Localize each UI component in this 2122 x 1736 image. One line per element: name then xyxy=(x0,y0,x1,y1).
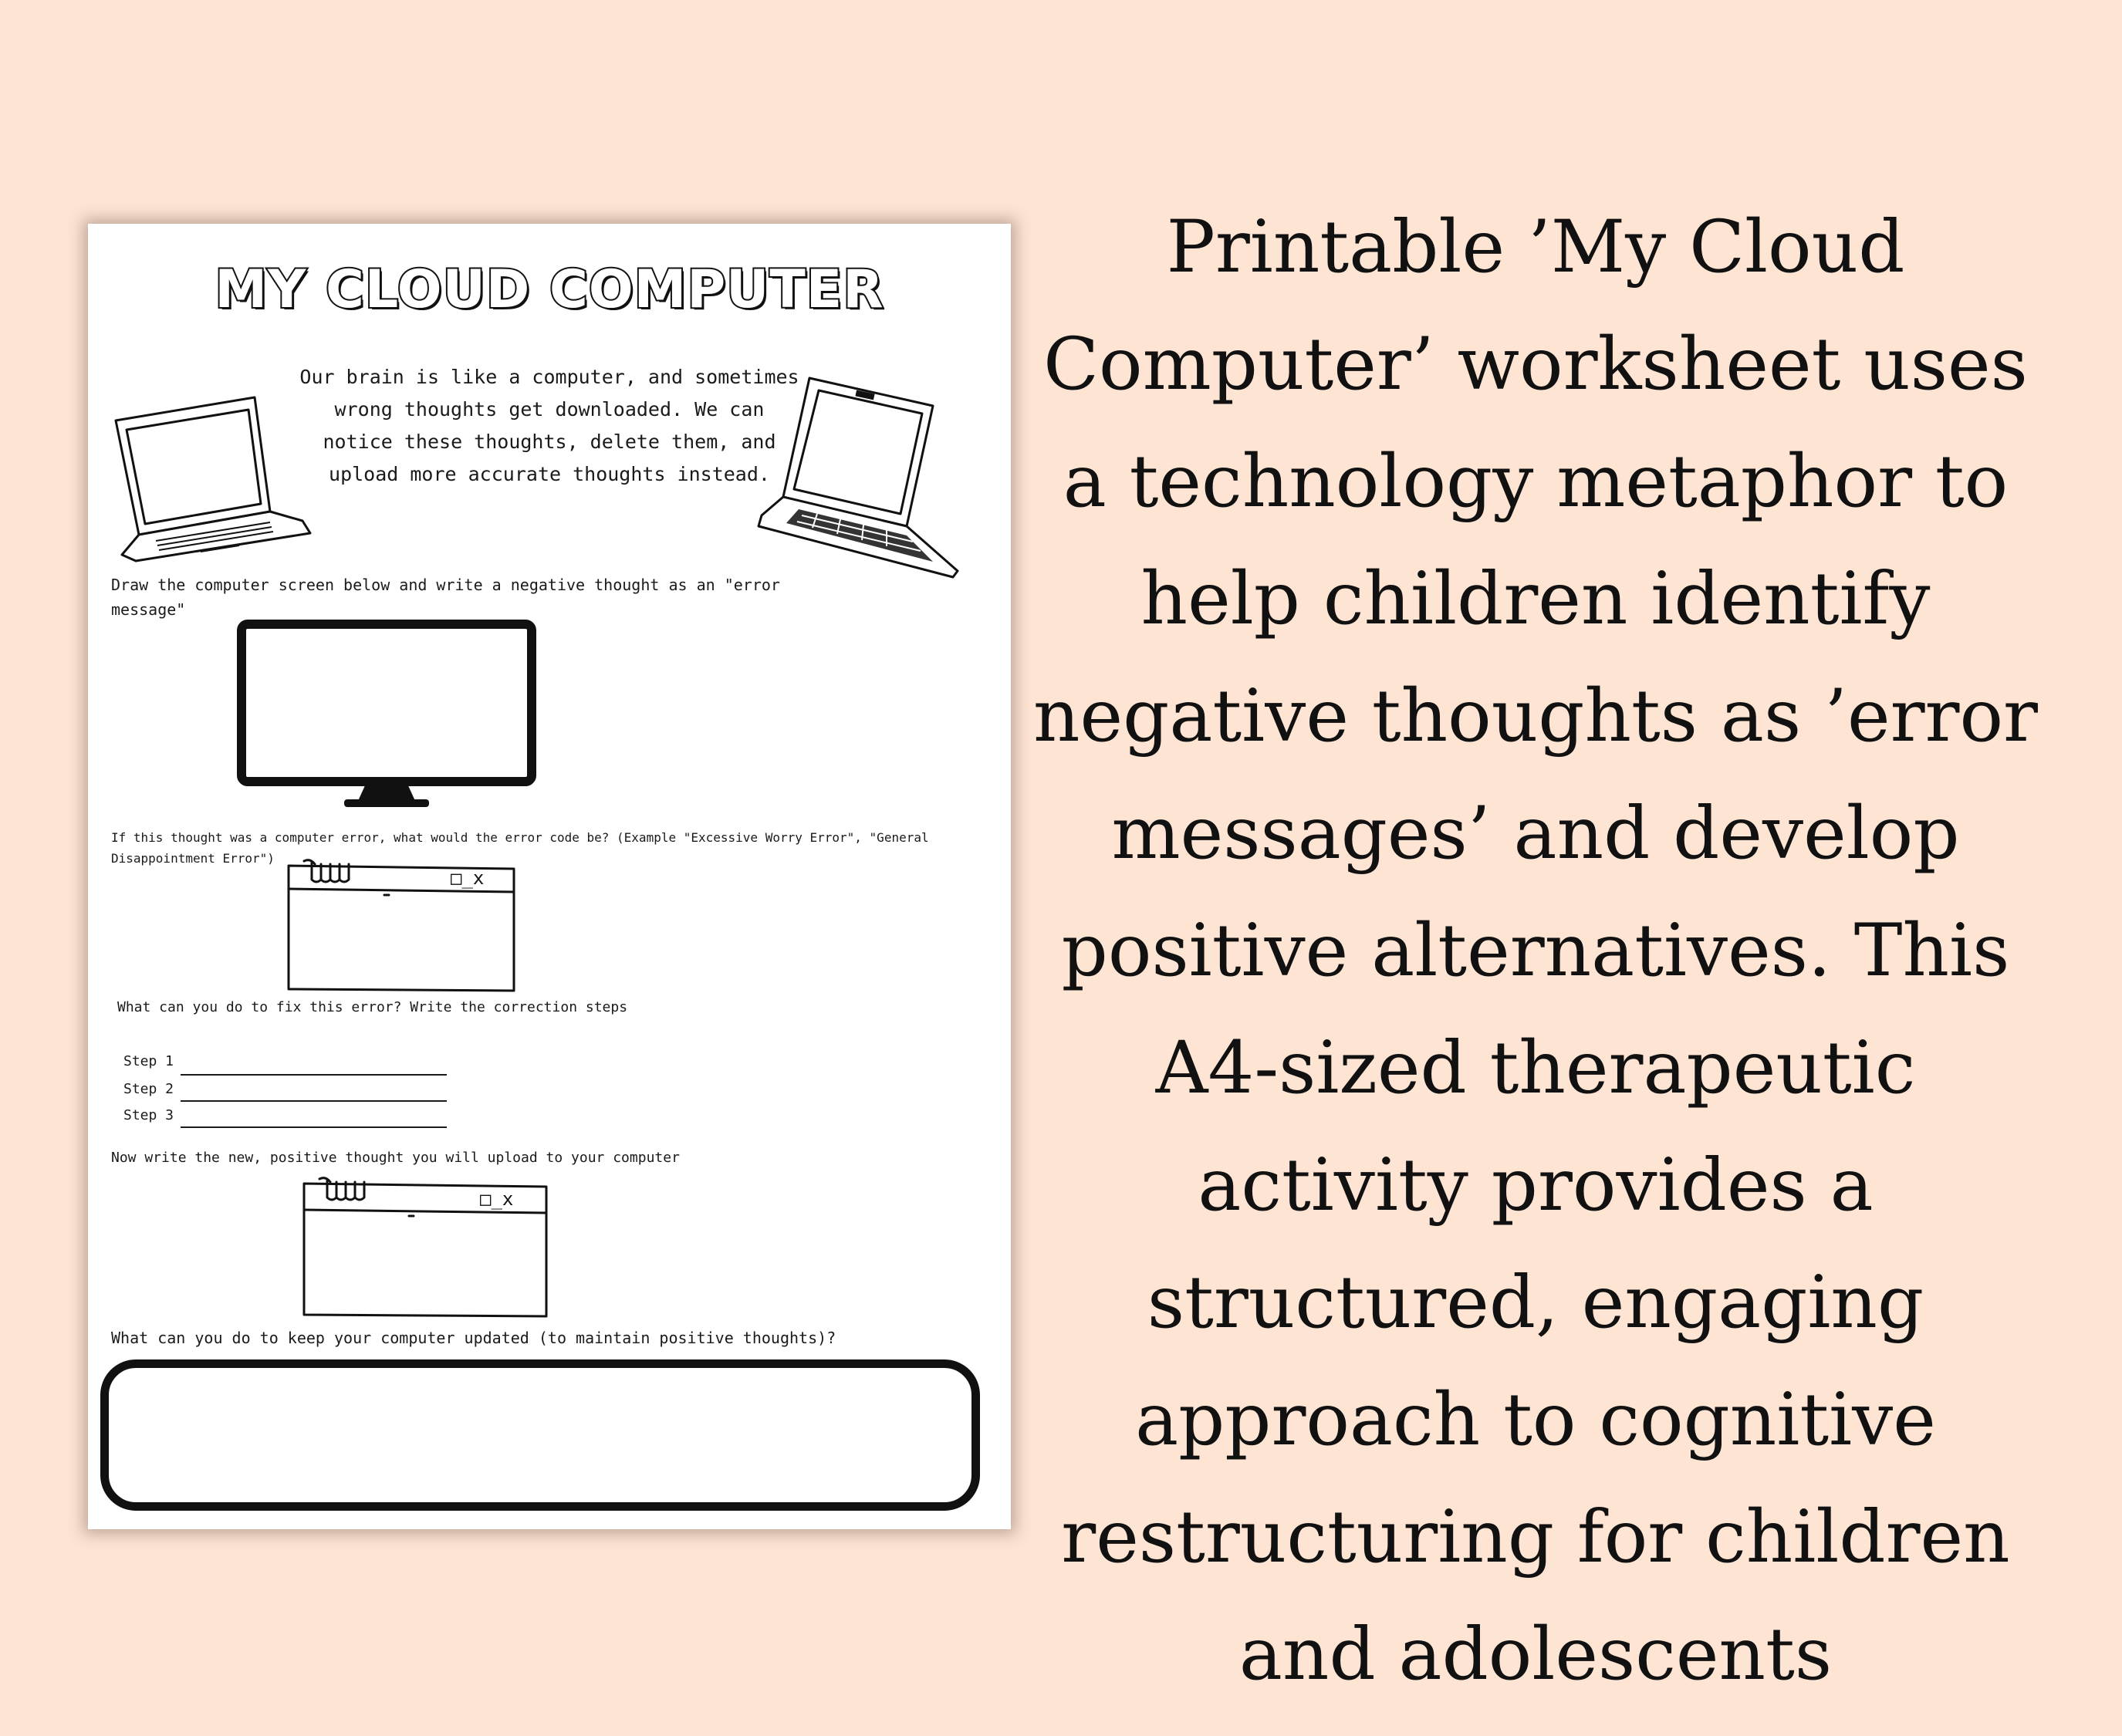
intro-text: Our brain is like a computer, and sometimes wrong thoughts get downloaded. We can notice these thoughts, delete them, and upload more accurate thoughts instead. xyxy=(299,366,799,485)
step-2-label: Step 2 xyxy=(123,1081,174,1097)
step-3-label: Step 3 xyxy=(123,1107,174,1123)
step-3-line[interactable] xyxy=(181,1126,447,1128)
laptop-left-icon xyxy=(108,382,316,567)
prompt-keep-updated: What can you do to keep your computer updated (to maintain positive thoughts)? xyxy=(111,1329,836,1347)
window-controls-label: □_x xyxy=(451,867,485,889)
prompt-fix-error: What can you do to fix this error? Write the correction steps xyxy=(117,999,628,1015)
product-description: Printable ’My Cloud Computer’ worksheet uses a technology metaphor to help children identify negative thoughts as ’error messages’ and develop positive alternatives. This A4-sized therapeutic activity provides a structured, engaging approach to cognitive restructuring for children and adolescents xyxy=(1033,205,2038,1697)
upload-window-icon xyxy=(301,1176,556,1322)
prompt-new-thought: Now write the new, positive thought you will upload to your computer xyxy=(111,1150,680,1166)
step-1-label: Step 1 xyxy=(123,1053,174,1069)
prompt-error-code: If this thought was a computer error, what would the error code be? (Example "Excessive Worry Error", "General Disappointment Error") xyxy=(111,830,929,866)
prompt-draw-screen: Draw the computer screen below and write a negative thought as an "error message" xyxy=(111,576,780,619)
worksheet-page xyxy=(88,224,1011,1529)
window-controls-label: □_x xyxy=(480,1188,514,1210)
step-2-line[interactable] xyxy=(181,1100,447,1102)
answer-box[interactable] xyxy=(100,1359,980,1511)
monitor-icon xyxy=(236,619,537,812)
step-1-line[interactable] xyxy=(181,1074,447,1076)
error-window-icon xyxy=(286,858,525,997)
worksheet-title: MY CLOUD COMPUTER xyxy=(215,259,884,320)
